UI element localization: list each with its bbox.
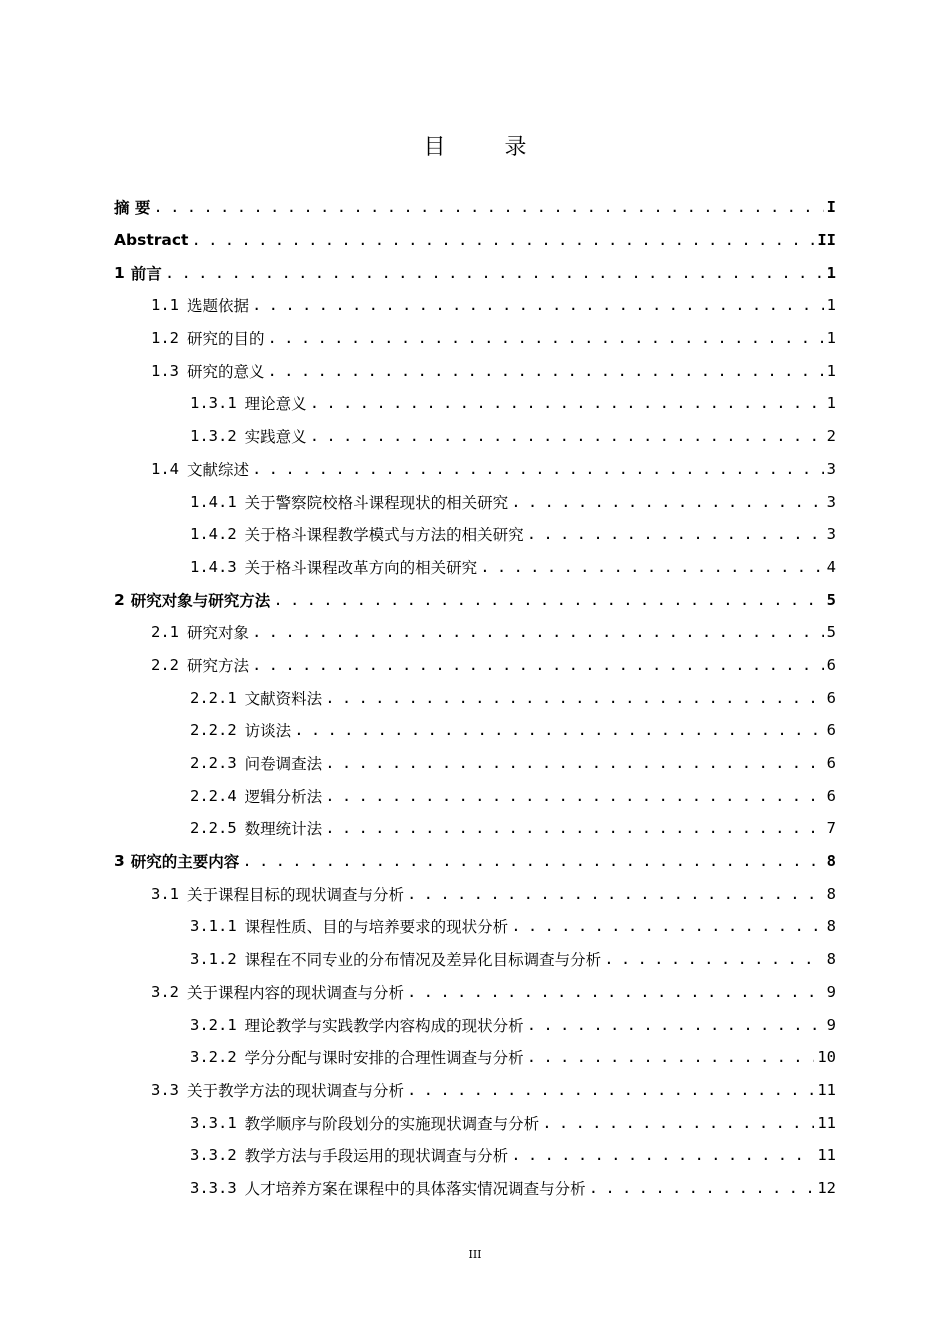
toc-entry[interactable] [114, 877, 836, 910]
toc-entry-number: 1.3.1 [190, 394, 237, 413]
toc-entry-number: 3.3.3 [190, 1178, 237, 1197]
toc-entry-label: 文献资料法 [244, 689, 323, 708]
dot-leader [252, 623, 824, 641]
toc-entry[interactable] [114, 812, 836, 845]
toc-entry-label: 访谈法 [244, 722, 292, 741]
toc-entry[interactable] [114, 420, 836, 453]
toc-entry-number: 1.4 [151, 459, 179, 478]
toc-entry-number: 3.1 [151, 884, 179, 903]
toc-entry-page: 1 [826, 296, 836, 315]
toc-entry[interactable] [114, 453, 836, 486]
toc-entry-number: 1.2 [151, 329, 179, 348]
toc-entry-number: 1 [114, 263, 125, 282]
dot-leader [268, 329, 824, 347]
toc-entry[interactable] [114, 1008, 836, 1041]
toc-entry-number: 3.2.2 [190, 1048, 237, 1067]
toc-entry[interactable] [114, 1139, 836, 1172]
toc-entry[interactable] [114, 681, 836, 714]
toc-entry-label: 逻辑分析法 [244, 787, 323, 806]
toc-entry-number: 3.3 [151, 1080, 179, 1099]
toc-entry[interactable] [114, 583, 836, 616]
toc-entry-label: 人才培养方案在课程中的具体落实情况调查与分析 [244, 1179, 586, 1198]
toc-entry-number: 1.3.2 [190, 427, 237, 446]
toc-entry-label: 研究对象与研究方法 [130, 591, 271, 610]
toc-entry-label: 关于课程目标的现状调查与分析 [187, 885, 405, 904]
toc-entry[interactable] [114, 1106, 836, 1139]
toc-entry-page: 1 [826, 263, 836, 282]
toc-entry-page: 11 [817, 1146, 836, 1165]
toc-entry-number: 1.1 [151, 296, 179, 315]
toc-entry-number: 1.3 [151, 361, 179, 380]
toc-entry-page: 3 [826, 459, 836, 478]
toc-entry-page: 1 [826, 329, 836, 348]
toc-entry[interactable] [114, 649, 836, 682]
toc-entry-number: 2.2.2 [190, 721, 237, 740]
toc-entry-label: 选题依据 [187, 297, 250, 316]
dot-leader [407, 1081, 814, 1099]
toc-entry-number: 3.3.2 [190, 1146, 237, 1165]
toc-entry-label: 理论意义 [244, 395, 307, 414]
toc-entry-label: 数理统计法 [244, 820, 323, 839]
toc-entry[interactable] [114, 714, 836, 747]
toc-entry[interactable] [114, 518, 836, 551]
toc-entry-number: 2.2.4 [190, 786, 237, 805]
toc-entry-page: 8 [826, 950, 836, 969]
dot-leader [325, 689, 823, 707]
toc-entry[interactable] [114, 747, 836, 780]
dot-leader [273, 591, 823, 609]
toc-entry-label: 问卷调查法 [244, 755, 323, 774]
dot-leader [325, 819, 823, 837]
dot-leader [407, 983, 824, 1001]
toc-entry-number: 3.3.1 [190, 1113, 237, 1132]
toc-entry[interactable] [114, 943, 836, 976]
toc-entry-page: 1 [826, 394, 836, 413]
toc-entry-label: 研究方法 [187, 656, 250, 675]
toc-entry-page: II [817, 231, 836, 250]
toc-entry-page: 3 [826, 492, 836, 511]
toc-entry-label: 关于教学方法的现状调查与分析 [187, 1081, 405, 1100]
toc-entry-label: 实践意义 [244, 428, 307, 447]
dot-leader [325, 787, 823, 805]
toc-entry-label: 教学顺序与阶段划分的实施现状调查与分析 [244, 1114, 540, 1133]
toc-entry[interactable] [114, 354, 836, 387]
toc-entry-page: 12 [817, 1178, 836, 1197]
dot-leader [242, 852, 823, 870]
toc-entry-page: 9 [826, 1015, 836, 1034]
toc-entry-number: 2 [114, 590, 125, 609]
toc-entry[interactable] [114, 256, 836, 289]
toc-entry-number: 3.2 [151, 982, 179, 1001]
toc-entry-label: 研究的目的 [187, 330, 265, 349]
toc-entry-label: 课程性质、目的与培养要求的现状分析 [244, 918, 509, 937]
toc-entry-number: 3.1.1 [190, 917, 237, 936]
dot-leader [511, 1146, 814, 1164]
toc-entry-label: 研究的主要内容 [130, 853, 240, 872]
toc-entry-page: 6 [826, 721, 836, 740]
dot-leader [268, 362, 824, 380]
toc-entry-label: 关于课程内容的现状调查与分析 [187, 983, 405, 1002]
toc-entry-page: 8 [826, 917, 836, 936]
toc-entry[interactable] [114, 845, 836, 878]
dot-leader [153, 198, 823, 216]
toc-entry-page: 1 [826, 361, 836, 380]
toc-entry[interactable] [114, 387, 836, 420]
dot-leader [165, 264, 824, 282]
toc-entry-page: 5 [826, 623, 836, 642]
toc-entry[interactable] [114, 191, 836, 224]
toc-entry-label: 关于格斗课程改革方向的相关研究 [244, 558, 478, 577]
toc-entry-number: 3.1.2 [190, 950, 237, 969]
toc-entry-number: 1.4.1 [190, 492, 237, 511]
toc-entry-page: 6 [826, 754, 836, 773]
dot-leader [310, 427, 824, 445]
toc-entry[interactable] [114, 910, 836, 943]
toc-entry-label: 研究对象 [187, 624, 250, 643]
toc-entry-page: 10 [817, 1048, 836, 1067]
page-number: III [468, 1248, 482, 1261]
toc-entry-label: 关于警察院校格斗课程现状的相关研究 [244, 493, 509, 512]
toc-entry[interactable] [114, 1172, 836, 1205]
toc-entry[interactable] [114, 976, 836, 1009]
toc-entry-page: 5 [826, 590, 836, 609]
dot-leader [252, 656, 824, 674]
toc-entry-page: 4 [826, 557, 836, 576]
dot-leader [527, 1048, 815, 1066]
toc-entry-label: 学分分配与课时安排的合理性调查与分析 [244, 1049, 524, 1068]
dot-leader [542, 1114, 814, 1132]
toc-entry-number: 3.2.1 [190, 1015, 237, 1034]
dot-leader [511, 917, 823, 935]
dot-leader [527, 525, 824, 543]
toc-entry[interactable] [114, 224, 836, 257]
toc-entry-page: I [826, 198, 836, 217]
toc-entry-page: 2 [826, 427, 836, 446]
toc-entry-number: 1.4.3 [190, 557, 237, 576]
toc-entry-page: 11 [817, 1113, 836, 1132]
dot-leader [252, 460, 824, 478]
toc-entry-label: 前言 [130, 264, 162, 283]
page-title: 目 录 [423, 135, 553, 160]
toc-entry[interactable] [114, 485, 836, 518]
dot-leader [407, 885, 824, 903]
toc-entry-label: 研究的意义 [187, 362, 265, 381]
toc-entry-page: 6 [826, 688, 836, 707]
dot-leader [294, 721, 823, 739]
toc-entry-page: 11 [817, 1080, 836, 1099]
dot-leader [604, 950, 823, 968]
toc-entry-page: 6 [826, 786, 836, 805]
toc-entry-number: 3 [114, 852, 125, 871]
dot-leader [589, 1179, 815, 1197]
toc-entry-label: 教学方法与手段运用的现状调查与分析 [244, 1147, 509, 1166]
dot-leader [480, 558, 823, 576]
toc-entry[interactable] [114, 1074, 836, 1107]
toc-entry-number: 2.2 [151, 655, 179, 674]
toc-entry-label: 课程在不同专业的分布情况及差异化目标调查与分析 [244, 951, 602, 970]
dot-leader [310, 394, 824, 412]
toc-entry-label: Abstract [114, 231, 189, 250]
dot-leader [252, 296, 824, 314]
toc-entry-page: 8 [826, 852, 836, 871]
toc-entry[interactable] [114, 779, 836, 812]
toc-entry-page: 3 [826, 525, 836, 544]
table-of-contents [114, 191, 836, 1204]
toc-entry-page: 7 [826, 819, 836, 838]
dot-leader [191, 231, 814, 249]
toc-entry-label: 理论教学与实践教学内容构成的现状分析 [244, 1016, 524, 1035]
toc-entry-label: 关于格斗课程教学模式与方法的相关研究 [244, 526, 524, 545]
toc-entry-label: 摘 要 [114, 199, 151, 218]
toc-entry[interactable] [114, 1041, 836, 1074]
dot-leader [527, 1016, 824, 1034]
toc-entry-number: 2.2.1 [190, 688, 237, 707]
toc-entry[interactable] [114, 289, 836, 322]
toc-entry-number: 1.4.2 [190, 525, 237, 544]
toc-entry-number: 2.2.3 [190, 754, 237, 773]
toc-entry-number: 2.2.5 [190, 819, 237, 838]
toc-entry-label: 文献综述 [187, 460, 250, 479]
dot-leader [325, 754, 823, 772]
toc-entry-page: 8 [826, 884, 836, 903]
toc-entry-page: 9 [826, 982, 836, 1001]
toc-entry[interactable] [114, 322, 836, 355]
toc-entry-number: 2.1 [151, 623, 179, 642]
dot-leader [511, 493, 823, 511]
toc-entry[interactable] [114, 616, 836, 649]
toc-entry[interactable] [114, 551, 836, 584]
toc-entry-page: 6 [826, 655, 836, 674]
